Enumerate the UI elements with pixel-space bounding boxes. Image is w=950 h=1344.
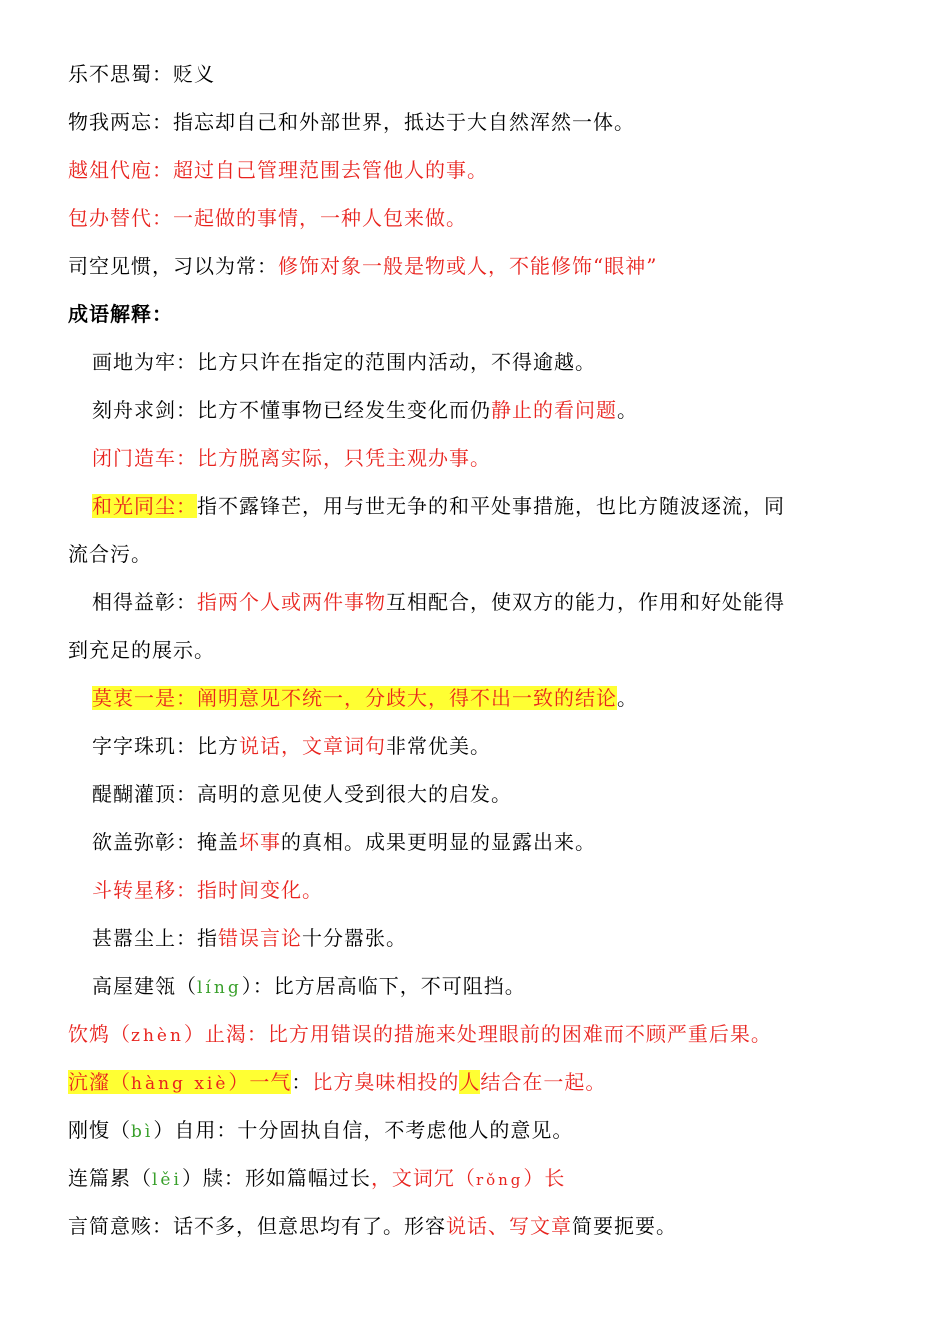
idiom-term: ）自用： bbox=[153, 1118, 238, 1142]
punctuation: ： bbox=[291, 1070, 313, 1094]
idiom-line bbox=[68, 108, 635, 136]
pinyin: rǒng bbox=[475, 1171, 524, 1189]
idiom-term: 连篇累（ bbox=[68, 1166, 152, 1190]
idiom-line bbox=[68, 252, 657, 280]
idiom-definition: 贬义 bbox=[173, 62, 215, 86]
idiom-term: 沆瀣（ bbox=[68, 1070, 131, 1094]
idiom-definition: 流合污。 bbox=[68, 542, 152, 566]
idiom-term: 醍醐灌顶： bbox=[92, 782, 197, 806]
idiom-term: 乐不思蜀： bbox=[68, 62, 173, 86]
idiom-definition-highlighted: 人 bbox=[459, 1070, 481, 1094]
idiom-line bbox=[68, 204, 467, 232]
idiom-line bbox=[68, 1116, 573, 1146]
section-heading: 成语解释： bbox=[68, 302, 173, 326]
idiom-term: 闭门造车： bbox=[92, 446, 197, 470]
idiom-definition: 比方用错误的措施来处理眼前的困难而不顾严重后果。 bbox=[267, 1022, 772, 1046]
idiom-definition: 比方居高临下，不可阻挡。 bbox=[273, 974, 526, 998]
idiom-line-continuation bbox=[68, 540, 152, 568]
idiom-line bbox=[92, 588, 785, 616]
idiom-definition-emphasis: ）长 bbox=[523, 1166, 566, 1190]
idiom-line bbox=[68, 1020, 772, 1050]
idiom-line bbox=[92, 780, 512, 808]
idiom-term: 越俎代庖： bbox=[68, 158, 173, 182]
idiom-definition: 的真相。成果更明显的显露出来。 bbox=[281, 830, 596, 854]
idiom-term: 饮鸩（ bbox=[68, 1022, 131, 1046]
idiom-term: 刻舟求剑： bbox=[92, 398, 197, 422]
idiom-term: ）一气 bbox=[228, 1070, 292, 1094]
idiom-line bbox=[68, 156, 488, 184]
idiom-term: 刚愎（ bbox=[68, 1118, 131, 1142]
idiom-definition: 比方 bbox=[197, 734, 239, 758]
idiom-definition-emphasis: 说话、写文章 bbox=[446, 1214, 572, 1238]
idiom-definition: 高明的意见使人受到很大的启发。 bbox=[197, 782, 512, 806]
idiom-definition-emphasis: 坏事 bbox=[239, 830, 281, 854]
idiom-line bbox=[92, 828, 596, 856]
idiom-term: 司空见惯，习以为常： bbox=[68, 254, 278, 278]
idiom-definition: 简要扼要。 bbox=[572, 1214, 677, 1238]
idiom-term-highlighted: 莫衷一是： bbox=[92, 686, 197, 710]
idiom-term: 言简意赅： bbox=[68, 1214, 173, 1238]
idiom-term: ）： bbox=[241, 974, 274, 998]
idiom-definition: 结合在一起。 bbox=[480, 1070, 607, 1094]
idiom-line-continuation bbox=[68, 636, 215, 664]
idiom-term: 欲盖弥彰： bbox=[92, 830, 197, 854]
idiom-line bbox=[92, 924, 407, 952]
idiom-definition-highlighted: 阐明意见不统一，分歧大，得不出一致的结论 bbox=[197, 686, 617, 710]
idiom-definition-emphasis: 指两个人或两件事物 bbox=[197, 590, 386, 614]
idiom-definition: 非常优美。 bbox=[386, 734, 491, 758]
pinyin: hàng xiè bbox=[131, 1074, 229, 1094]
idiom-definition-emphasis: 静止的看问题 bbox=[491, 398, 617, 422]
idiom-line bbox=[92, 684, 638, 712]
idiom-definition-emphasis: 错误言论 bbox=[218, 926, 302, 950]
idiom-term-highlighted: 和光同尘： bbox=[92, 494, 197, 518]
idiom-definition: 指不露锋芒，用与世无争的和平处事措施，也比方随波逐流，同 bbox=[197, 494, 785, 518]
idiom-term: ）牍： bbox=[181, 1166, 245, 1190]
pinyin: líng bbox=[197, 978, 242, 998]
idiom-definition: 话不多，但意思均有了。形容 bbox=[173, 1214, 446, 1238]
pinyin: bì bbox=[131, 1122, 154, 1142]
idiom-term: 斗转星移： bbox=[92, 878, 197, 902]
idiom-definition: 形如篇幅过长 bbox=[244, 1166, 371, 1190]
idiom-line bbox=[92, 732, 491, 760]
idiom-definition: 比方不懂事物已经发生变化而仍 bbox=[197, 398, 491, 422]
idiom-term: 物我两忘： bbox=[68, 110, 173, 134]
idiom-definition: 掩盖 bbox=[197, 830, 239, 854]
idiom-definition: 比方只许在指定的范围内活动，不得逾越。 bbox=[197, 350, 596, 374]
punctuation: 。 bbox=[617, 398, 638, 422]
idiom-definition: 到充足的展示。 bbox=[68, 638, 215, 662]
idiom-term: 画地为牢： bbox=[92, 350, 197, 374]
idiom-definition: 比方脱离实际，只凭主观办事。 bbox=[197, 446, 491, 470]
idiom-term: 甚嚣尘上： bbox=[92, 926, 197, 950]
idiom-line bbox=[92, 492, 785, 520]
idiom-term: ）止渴： bbox=[183, 1022, 268, 1046]
idiom-definition: 修饰对象一般是物或人，不能修饰“眼神” bbox=[278, 254, 658, 278]
idiom-line bbox=[92, 396, 638, 424]
punctuation: 。 bbox=[617, 686, 638, 710]
idiom-definition: 一起做的事情，一种人包来做。 bbox=[173, 206, 467, 230]
idiom-definition: 指忘却自己和外部世界，抵达于大自然浑然一体。 bbox=[173, 110, 635, 134]
idiom-definition-emphasis: ，文词冗（ bbox=[370, 1166, 476, 1190]
idiom-term: 包办替代： bbox=[68, 206, 173, 230]
idiom-term: 相得益彰： bbox=[92, 590, 197, 614]
idiom-definition: 超过自己管理范围去管他人的事。 bbox=[173, 158, 488, 182]
idiom-term: 高屋建瓴（ bbox=[92, 974, 197, 998]
idiom-term-highlighted bbox=[68, 1070, 291, 1094]
pinyin: zhèn bbox=[131, 1026, 184, 1046]
idiom-term: 字字珠玑： bbox=[92, 734, 197, 758]
idiom-definition: 十分固执自信，不考虑他人的意见。 bbox=[237, 1118, 574, 1142]
idiom-line bbox=[68, 60, 215, 88]
idiom-line bbox=[92, 972, 526, 1002]
idiom-line bbox=[92, 348, 596, 376]
idiom-line bbox=[68, 1068, 606, 1098]
idiom-line bbox=[68, 1212, 677, 1240]
idiom-definition: 指 bbox=[197, 926, 218, 950]
idiom-definition: 比方臭味相投的 bbox=[312, 1070, 460, 1094]
idiom-definition: 十分嚣张。 bbox=[302, 926, 407, 950]
idiom-definition: 指时间变化。 bbox=[197, 878, 323, 902]
idiom-line bbox=[68, 1164, 565, 1194]
pinyin: lěi bbox=[152, 1170, 182, 1190]
idiom-definition: 互相配合，使双方的能力，作用和好处能得 bbox=[386, 590, 785, 614]
idiom-definition-emphasis: 说话，文章词句 bbox=[239, 734, 386, 758]
idiom-line bbox=[92, 876, 323, 904]
idiom-line bbox=[92, 444, 491, 472]
